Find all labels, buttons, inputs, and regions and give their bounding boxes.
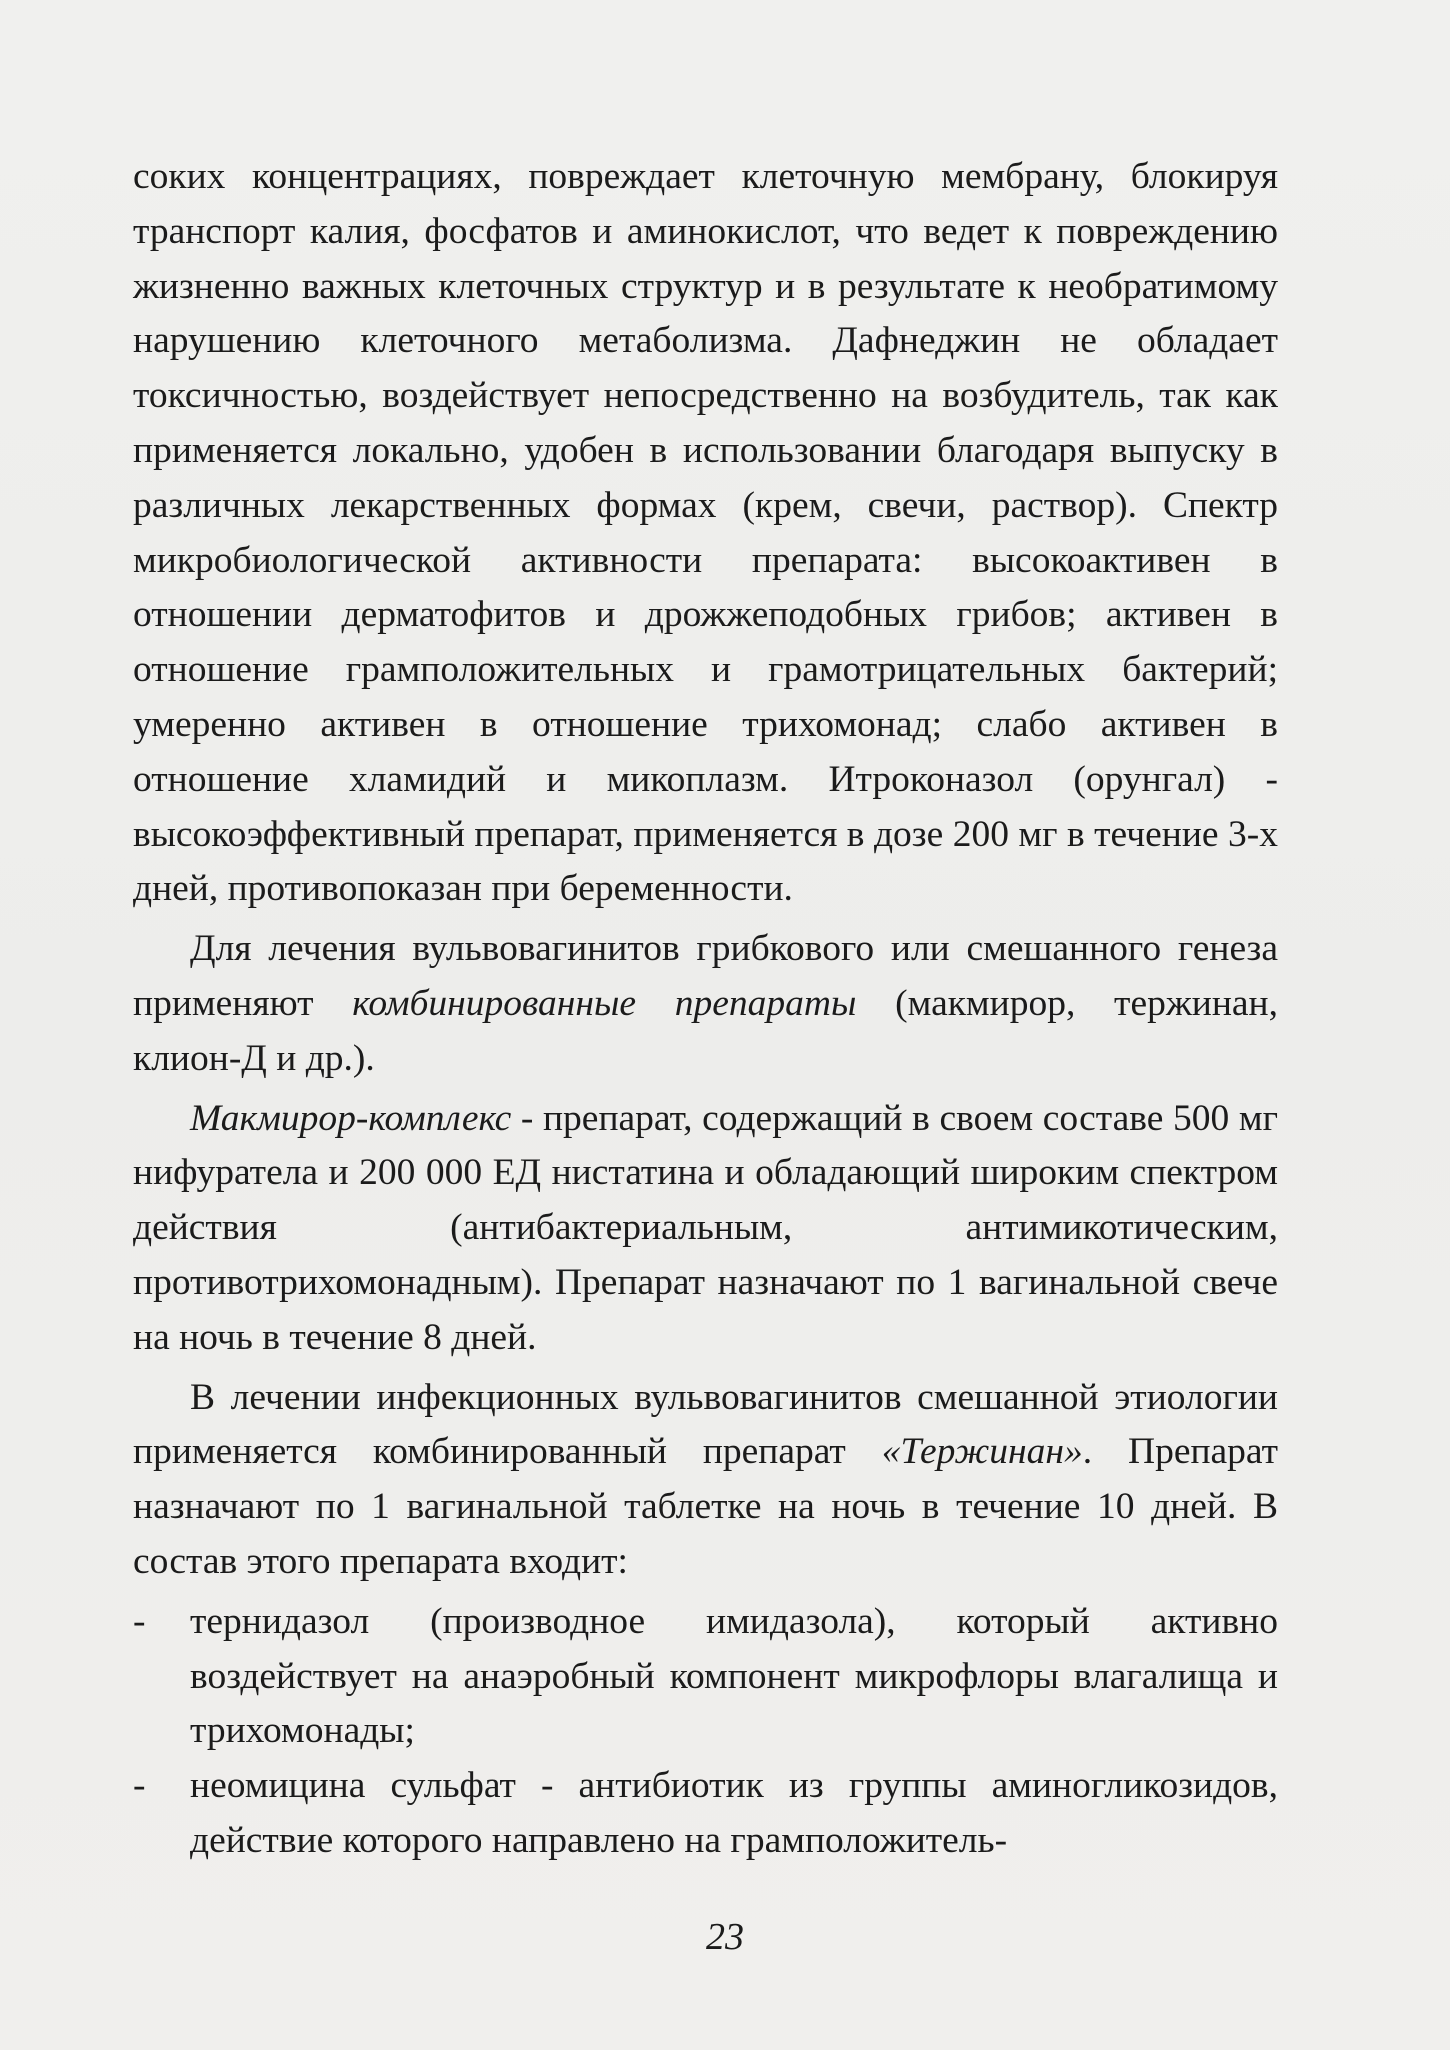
paragraph-terzhinan — [133, 1371, 1278, 1590]
paragraph-combined-drugs — [133, 922, 1278, 1086]
paragraph-combined-drugs-end: (макмирор, тержинан, клион-Д и др.). — [133, 982, 1278, 1079]
list-dash: - — [133, 1600, 146, 1642]
list-item-text: неомицина сульфат - антибиотик из группы аминогликозидов, действие которого направлено на грамположитель- — [190, 1765, 1278, 1861]
paragraph-daphnegin: соких концентрациях, повреждает клеточную мембрану, блокируя транспорт калия, фосфатов и аминокислот, что ведет к повреждению жизненно важных клеточных структур и в результате к необратимому нарушению клеточного метаболизма. Дафнеджин не обладает токсичностью, воздействует непосредственно на возбудитель, так как применяется локально, удобен в использовании благодаря выпуску в различных лекарственных формах (крем, свечи, раствор). Спектр микробиологической активности препарата: высокоактивен в отношении дерматофитов и дрожжеподобных грибов; активен в отношение грамположительных и грамотрицательных бактерий; умеренно активен в отношение трихомонад; слабо активен в отношение хламидий и микоплазм. Итроконазол (орунгал) - высокоэффективный препарат, применяется в дозе 200 мг в течение 3-х дней, противопоказан при беременности. — [133, 156, 1278, 910]
list-item — [133, 1759, 1278, 1869]
paragraph-terzhinan-end: . Препарат назначают по 1 вагинальной таблетке на ночь в течение 10 дней. В состав этого препарата входит: — [133, 1431, 1278, 1582]
paragraph-terzhinan-emphasis: «Тержинан» — [881, 1431, 1083, 1473]
paragraph-combined-drugs-start: Для лечения вульвовагинитов грибкового или смешанного генеза применяют — [133, 928, 1278, 1024]
paragraph-terzhinan-start: В лечении инфекционных вульвовагинитов смешанной этиологии применяется комбинированный препарат — [133, 1376, 1278, 1473]
list-item — [133, 1595, 1278, 1759]
paragraph-combined-drugs-emphasis: комбинированные препараты — [352, 982, 857, 1024]
paragraph-macmiror-emphasis: Макмирор-комплекс — [190, 1097, 512, 1139]
page-number: 23 — [706, 1916, 744, 1958]
list-dash: - — [133, 1765, 146, 1807]
body-text — [133, 150, 1278, 1869]
paragraph-macmiror-text: - препарат, содержащий в своем составе 500 мг нифуратела и 200 000 ЕД нистатина и обладающий широким спектром действия (антибактериальным, антимикотическим, противотрихомонадным). Препарат назначают по 1 вагинальной свече на ночь в течение 8 дней. — [133, 1097, 1278, 1358]
list-item-text: тернидазол (производное имидазола), который активно воздействует на анаэробный компонент микрофлоры влагалища и трихомонады; — [190, 1600, 1278, 1752]
paragraph-macmiror — [133, 1092, 1278, 1366]
